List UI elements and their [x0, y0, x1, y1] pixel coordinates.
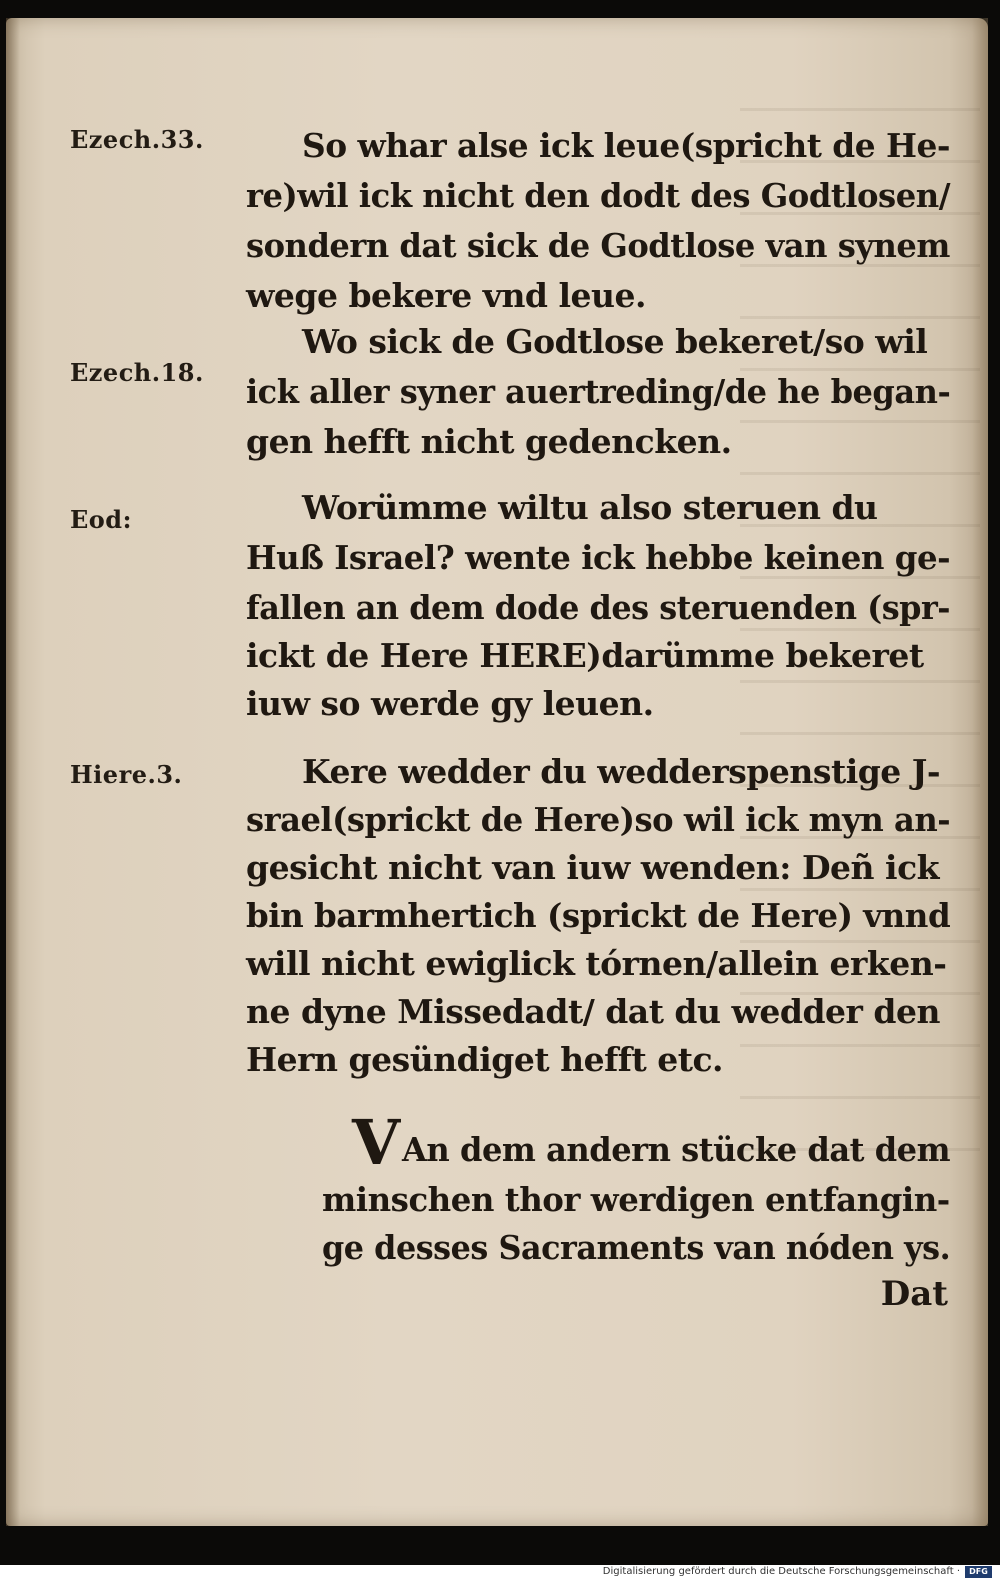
- margin-note: Ezech.33.: [70, 125, 204, 154]
- text-line: ick aller syner auertreding/de he began-: [246, 372, 951, 411]
- text-line: fallen an dem dode des steruenden (spr-: [246, 588, 951, 627]
- text-line: iuw so werde gy leuen.: [246, 684, 654, 723]
- text-line: wege bekere vnd leue.: [246, 276, 647, 315]
- text-line: Wo sick de Godtlose bekeret/so wil: [302, 322, 928, 361]
- text-line: ickt de Here HERE)darümme bekeret: [246, 636, 924, 675]
- text-line: re)wil ick nicht den dodt des Godtlosen/: [246, 176, 950, 215]
- text-line: So whar alse ick leue(spricht de He-: [302, 126, 951, 165]
- section-heading-line: An dem andern stücke dat dem: [402, 1130, 951, 1169]
- page-gutter-shadow: [6, 18, 20, 1526]
- text-line: gesicht nicht van iuw wenden: Deñ ick: [246, 848, 940, 887]
- text-line: Worümme wiltu also steruen du: [302, 488, 878, 527]
- digitization-footer: [0, 1565, 1000, 1580]
- text-line: will nicht ewiglick tórnen/allein erken-: [246, 944, 947, 983]
- text-line: Kere wedder du wedderspenstige J-: [302, 752, 941, 791]
- text-line: bin barmhertich (sprickt de Here) vnnd: [246, 896, 951, 935]
- text-line: Hern gesündiget hefft etc.: [246, 1040, 724, 1079]
- margin-note: Hiere.3.: [70, 760, 183, 789]
- text-line: Huß Israel? wente ick hebbe keinen ge-: [246, 538, 951, 577]
- catchword: Dat: [880, 1274, 948, 1314]
- text-line: gen hefft nicht gedencken.: [246, 422, 732, 461]
- text-line: sondern dat sick de Godtlose van synem: [246, 226, 950, 265]
- section-heading-line: minschen thor werdigen entfangin-: [322, 1180, 950, 1219]
- funding-notice: Digitalisierung gefördert durch die Deutsche Forschungsgemeinschaft ·: [602, 1566, 960, 1577]
- text-line: ne dyne Missedadt/ dat du wedder den: [246, 992, 940, 1031]
- margin-note: Eod:: [70, 505, 132, 534]
- margin-note: Ezech.18.: [70, 358, 204, 387]
- section-initial: V: [352, 1106, 401, 1179]
- section-heading-line: ge desses Sacraments van nóden ys.: [322, 1228, 951, 1267]
- text-line: srael(sprickt de Here)so wil ick myn an-: [246, 800, 951, 839]
- dfg-logo: DFG: [965, 1566, 992, 1578]
